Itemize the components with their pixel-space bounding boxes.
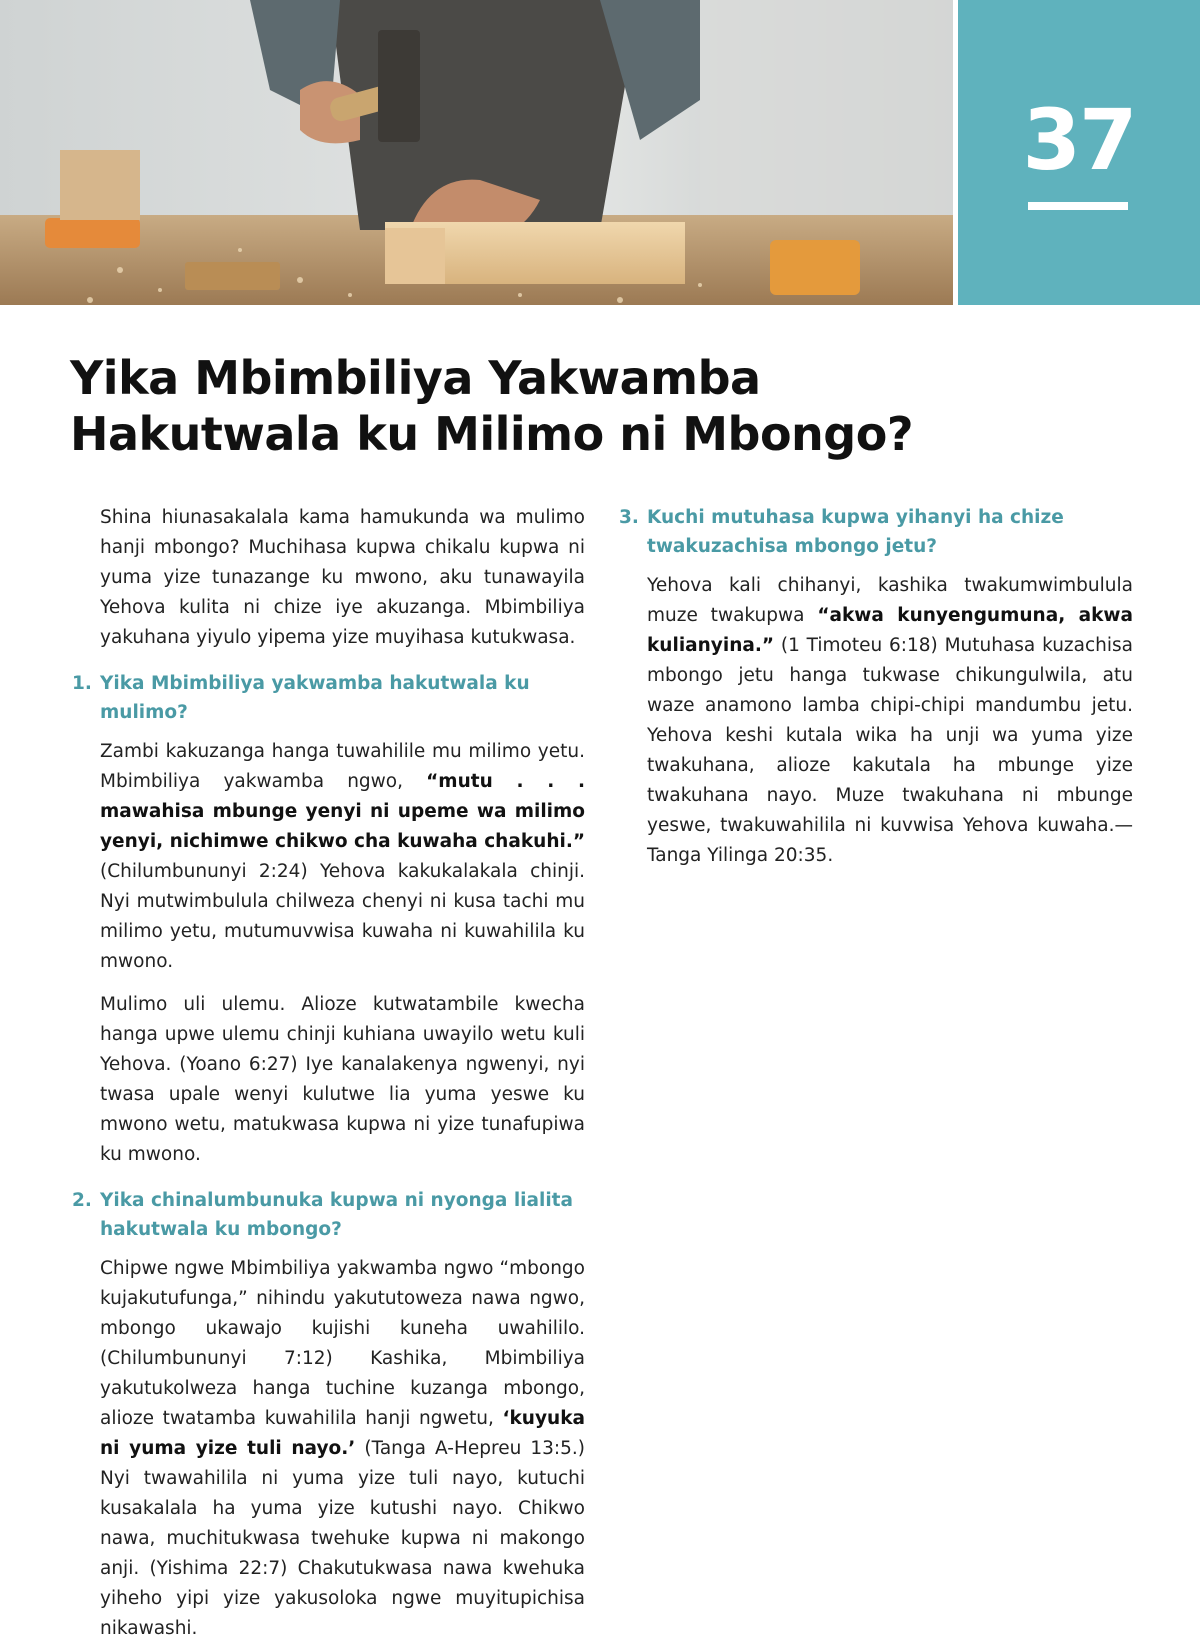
lesson-underline	[1028, 202, 1128, 210]
question-1-number: 1.	[72, 673, 92, 694]
lesson-number-badge	[958, 0, 1200, 305]
question-3-text: Kuchi mutuhasa kupwa yihanyi ha chize twakuzachisa mbongo jetu?	[647, 507, 1064, 557]
question-3-number: 3.	[619, 507, 639, 528]
left-column	[72, 503, 586, 1644]
intro-paragraph: Shina hiunasakalala kama hamukunda wa mulimo hanji mbongo? Muchihasa kupwa chikalu kupwa ni yuma yize tunazange ku mwono, aku tunawayila Yehova kulita ni chize iye akuzanga. Mbimbiliya yakuhana yiyulo yipema yize muyihasa kutukwasa.	[100, 507, 585, 648]
section-1-paragraph-2: Mulimo uli ulemu. Alioze kutwatambile kwecha hanga upwe ulemu chinji kuhiana uwayilo wetu kuli Yehova. (Yoano 6:27) Iye kanalakenya ngwenyi, nyi twasa upale wenyi kulutwe lia yuma yeswe ku mwono wetu, matukwasa kupwa ni yize tunafupiwa ku mwono.	[100, 994, 585, 1165]
right-column	[619, 503, 1134, 884]
question-2	[72, 1186, 585, 1244]
question-2-number: 2.	[72, 1190, 92, 1211]
section-1-p1-text-after: (Chilumbununyi 2:24) Yehova kakukalakala chinji. Nyi mutwimbulula chilweza chenyi ni kusa tachi mu milimo yetu, mutumuvwisa kuwaha ni kuwahilila ku mwono.	[100, 861, 585, 972]
section-1-p1-text: Zambi kakuzanga hanga tuwahilile mu milimo yetu. Mbimbiliya yakwamba ngwo,	[100, 741, 585, 792]
section-2-p1-quote: ‘kuyuka ni yuma yize tuli nayo.’	[100, 1408, 585, 1459]
question-1-text: Yika Mbimbiliya yakwamba hakutwala ku mulimo?	[100, 673, 530, 723]
carpenter-illustration	[0, 0, 953, 305]
section-1-paragraph-1	[100, 737, 585, 977]
question-3	[619, 503, 1133, 561]
question-1	[72, 669, 585, 727]
hero-photo-carpenter-hammering	[0, 0, 953, 305]
lesson-number: 37	[1022, 91, 1136, 189]
page-title-line-1: Yika Mbimbiliya Yakwamba	[70, 351, 761, 405]
section-2-p1-text: Chipwe ngwe Mbimbiliya yakwamba ngwo “mbongo kujakutufunga,” nihindu yakututoweza nawa ngwo, mbongo ukawajo kujishi kuneha uwahililo. (Chilumbununyi 7:12) Kashika, Mbimbiliya yakutukolweza hanga tuchine kuzanga mbongo, alioze twatamba kuwahilila hanji ngwetu,	[100, 1258, 585, 1429]
section-3-paragraph-1	[647, 571, 1133, 871]
section-2-paragraph-1	[100, 1254, 585, 1644]
page-title	[70, 350, 1030, 462]
section-1-p1-quote: “mutu . . . mawahisa mbunge yenyi ni upeme wa milimo yenyi, nichimwe chikwo cha kuwaha chakuhi.”	[100, 771, 586, 852]
section-2-p1-text-after: (Tanga A-Hepreu 13:5.) Nyi twawahilila ni yuma yize tuli nayo, kutuchi kusakalala ha yuma yize kutushi nayo. Chikwo nawa, muchitukwasa twehuke kupwa ni makongo anji. (Yishima 22:7) Chakutukwasa nawa kwehuka yiheho yipi yize yakusoloka ngwe muyitupichisa nikawashi.	[100, 1438, 585, 1639]
section-3-p1-text-after: (1 Timoteu 6:18) Mutuhasa kuzachisa mbongo jetu hanga tukwase chikungulwila, atu waze anamono lamba chipi-chipi mandumbu jetu. Yehova keshi kutala wika ha unji wa yuma yize twakuhana, alioze kakutala ha mbunge yize twakuhana nayo. Muze twakuhana ni mbunge yeswe, twakuwahilila ni kuvwisa Yehova kuwaha.—Tanga Yilinga 20:35.	[647, 635, 1133, 866]
page-title-line-2: Hakutwala ku Milimo ni Mbongo?	[70, 407, 914, 461]
question-2-text: Yika chinalumbunuka kupwa ni nyonga lialita hakutwala ku mbongo?	[100, 1190, 574, 1240]
section-3-p1-quote: “akwa kunyengumuna, akwa kulianyina.”	[647, 605, 1134, 656]
section-3-p1-text: Yehova kali chihanyi, kashika twakumwimbulula muze twakupwa	[647, 575, 1133, 626]
